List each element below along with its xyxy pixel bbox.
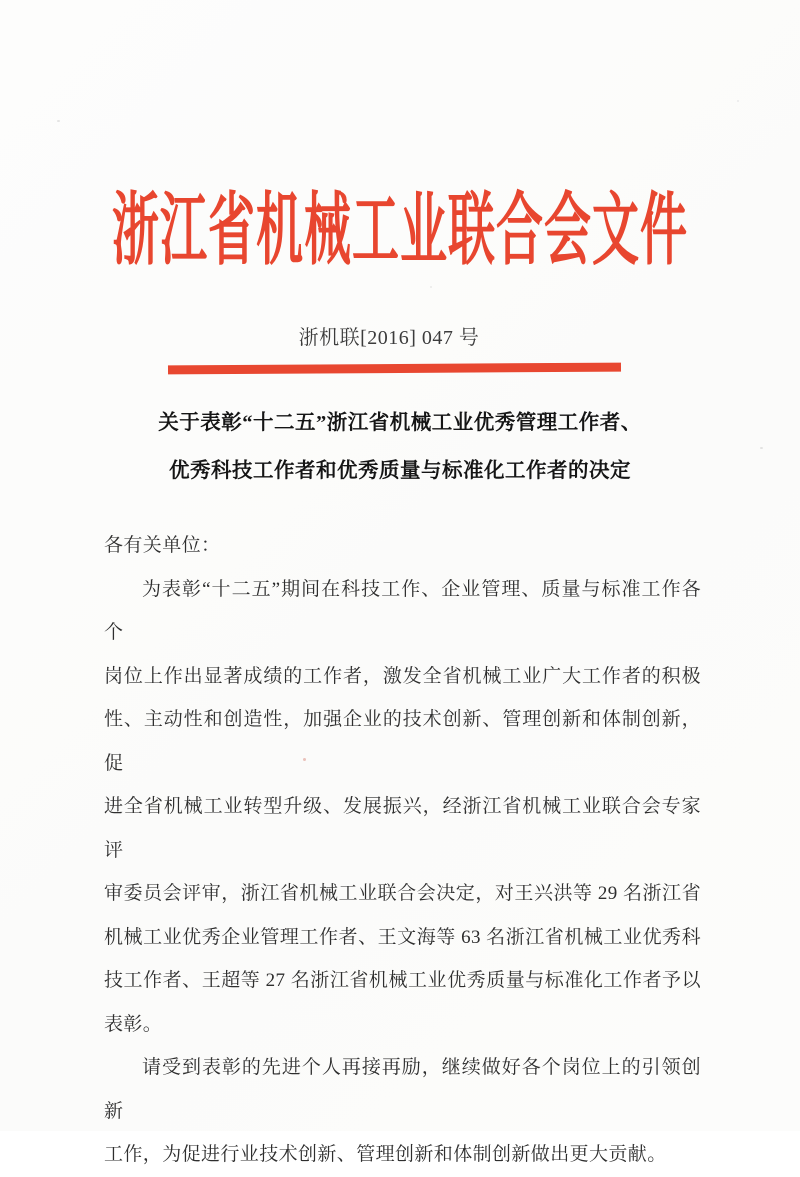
document-number: 浙机联[2016] 047 号 [298,327,480,349]
body-line: 为表彰“十二五”期间在科技工作、企业管理、质量与标准工作各个 [104,578,701,643]
body-line: 岗位上作出显著成绩的工作者，激发全省机械工业广大工作者的积极 [104,665,701,687]
scan-speck [57,120,60,122]
subject-title-line-2: 优秀科技工作者和优秀质量与标准化工作者的决定 [169,460,631,482]
scan-speck [430,286,432,288]
body-line: 工作，为促进行业技术创新、管理创新和体制创新做出更大贡献。 [104,1144,667,1165]
masthead-title: 浙江省机械工业联合会文件 [112,188,688,276]
subject-title [0,399,800,495]
body-line: 进全省机械工业转型升级、发展振兴，经浙江省机械工业联合会专家评 [104,796,701,861]
body-line: 性、主动性和创造性，加强企业的技术创新、管理创新和体制创新，促 [104,709,701,774]
subject-title-line-1: 关于表彰“十二五”浙江省机械工业优秀管理工作者、 [158,412,642,434]
salutation-line: 各有关单位： [104,535,221,556]
red-divider-rule [168,363,621,375]
scan-speck [737,100,739,102]
body-line: 请受到表彰的先进个人再接再励，继续做好各个岗位上的引领创新 [104,1057,701,1122]
body-line: 表彰。 [104,1013,163,1035]
body-line: 技工作者、王超等 27 名浙江省机械工业优秀质量与标准化工作者予以 [104,970,701,991]
body-line: 机械工业优秀企业管理工作者、王文海等 63 名浙江省机械工业优秀科 [104,926,701,948]
body-text [104,524,701,1177]
body-line: 审委员会评审，浙江省机械工业联合会决定，对王兴洪等 29 名浙江省 [104,883,701,904]
